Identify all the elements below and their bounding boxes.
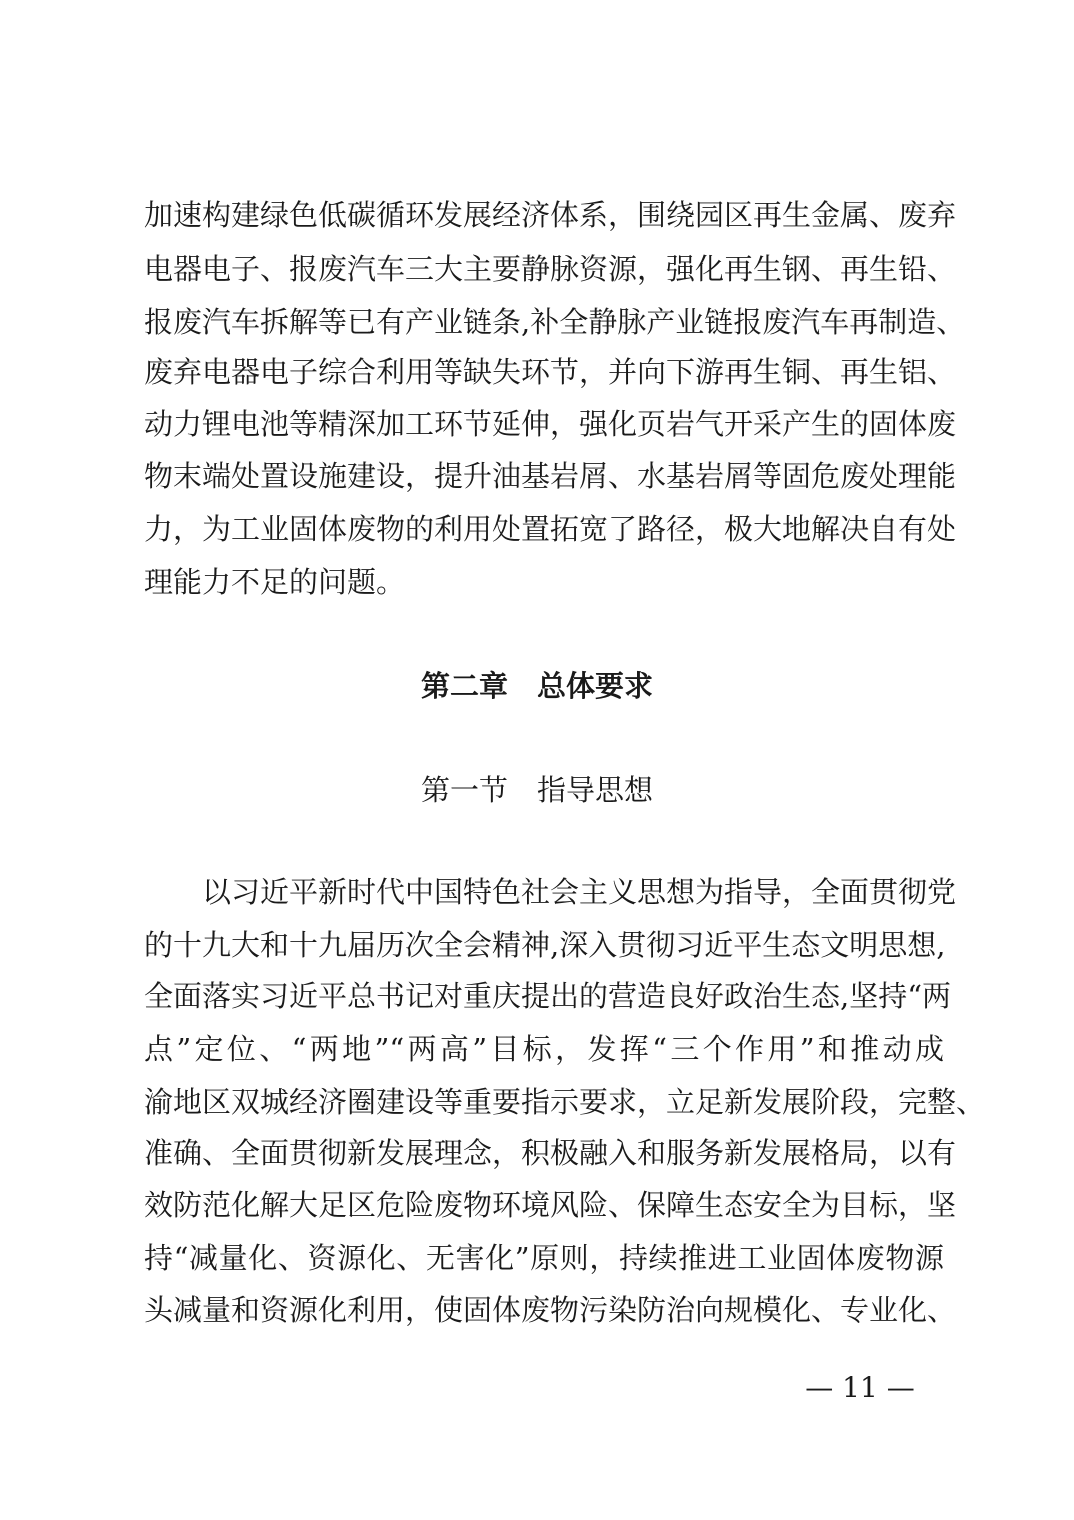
text-line: 物末端处置设施建设，提升油基岩屑、水基岩屑等固危废处理能 bbox=[144, 459, 957, 493]
text-line: 加速构建绿色低碳循环发展经济体系，围绕园区再生金属、废弃 bbox=[144, 198, 957, 232]
text-line: 渝地区双城经济圈建设等重要指示要求，立足新发展阶段，完整、 bbox=[144, 1085, 986, 1119]
text-line: 全面落实习近平总书记对重庆提出的营造良好政治生态,坚持“两 bbox=[144, 979, 952, 1013]
chapter-title: 第二章 总体要求 bbox=[420, 669, 653, 703]
text-line: 废弃电器电子综合利用等缺失环节，并向下游再生铜、再生铝、 bbox=[144, 355, 957, 389]
text-line: 报废汽车拆解等已有产业链条,补全静脉产业链报废汽车再制造、 bbox=[144, 305, 966, 339]
text-line: 理能力不足的问题。 bbox=[144, 565, 406, 599]
text-line: 动力锂电池等精深加工环节延伸，强化页岩气开采产生的固体废 bbox=[144, 407, 957, 441]
page-number: — 11 — bbox=[805, 1371, 915, 1404]
text-line: 以习近平新时代中国特色社会主义思想为指导，全面贯彻党 bbox=[202, 875, 957, 909]
text-line: 头减量和资源化利用，使固体废物污染防治向规模化、专业化、 bbox=[144, 1293, 957, 1327]
text-line: 力，为工业固体废物的利用处置拓宽了路径，极大地解决自有处 bbox=[144, 512, 957, 546]
text-line: 准确、全面贯彻新发展理念，积极融入和服务新发展格局，以有 bbox=[144, 1136, 957, 1170]
text-line: 电器电子、报废汽车三大主要静脉资源，强化再生钢、再生铅、 bbox=[144, 252, 957, 286]
text-line: 点”定位、“两地”“两高”目标，发挥“三个作用”和推动成 bbox=[144, 1032, 944, 1066]
section-title: 第一节 指导思想 bbox=[420, 773, 653, 807]
text-line: 持“减量化、资源化、无害化”原则，持续推进工业固体废物源 bbox=[144, 1241, 944, 1275]
text-line: 效防范化解大足区危险废物环境风险、保障生态安全为目标，坚 bbox=[144, 1188, 957, 1222]
text-line: 的十九大和十九届历次全会精神,深入贯彻习近平生态文明思想, bbox=[144, 928, 946, 962]
